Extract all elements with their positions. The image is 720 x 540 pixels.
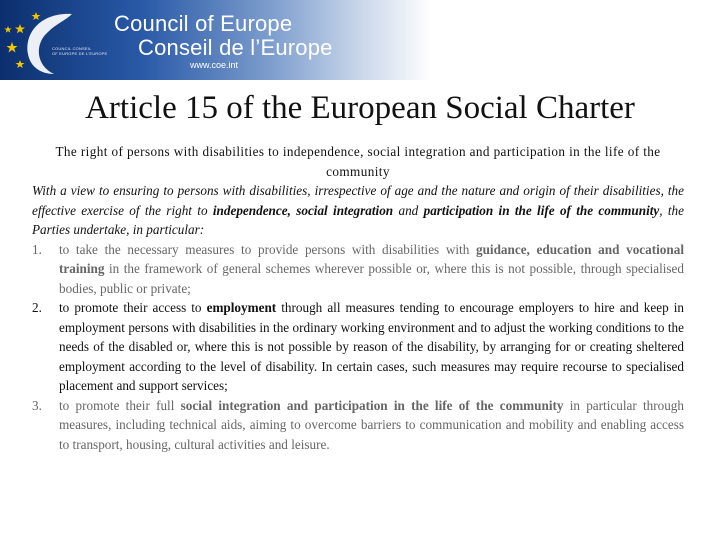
list-item: 3. to promote their full social integration and participation in the life of the community in particular through measures, including technical aids, aiming to overcome barriers to communication and mobility and enabling access to transport, housing, cultural activities and leisure. — [32, 397, 684, 452]
council-of-europe-logo-icon — [2, 4, 102, 80]
list-item: 2. to promote their access to employment through all measures tending to encourage employers to hire and keep in employment persons with disabilities in the ordinary working environment and to adjust the working conditions to the needs of the disabled or, where this is not possible by reason of the disability, by arranging for or creating sheltered employment according to the level of disability. In certain cases, such measures may require recourse to specialised placement and support services; — [32, 300, 684, 393]
list-item: 1. to take the necessary measures to provide persons with disabilities with guidance, education and vocational training in the framework of general schemes wherever possible or, where this is not possible, through specialised bodies, public or private; — [32, 241, 684, 296]
organization-name-fr: Conseil de l’Europe — [138, 35, 333, 60]
organization-name-en: Council of Europe — [114, 11, 293, 36]
article-intro: With a view to ensuring to persons with disabilities, irrespective of age and the nature and origin of their disabilities, the effective exercise of the right to independence, social integration and participation in the life of the community, the Parties undertake, in particular: — [32, 183, 684, 237]
organization-name — [114, 12, 333, 60]
website-url: www.coe.int — [190, 60, 239, 70]
header-banner — [0, 0, 720, 80]
provisions-list — [32, 240, 684, 455]
article-body — [32, 142, 684, 454]
logo-small-text: COUNCIL CONSEIL OF EUROPE DE L'EUROPE — [52, 46, 108, 56]
article-subtitle: The right of persons with disabilities to independence, social integration and participation in the life of the community — [55, 144, 661, 179]
page-title: Article 15 of the European Social Charter — [85, 90, 635, 126]
